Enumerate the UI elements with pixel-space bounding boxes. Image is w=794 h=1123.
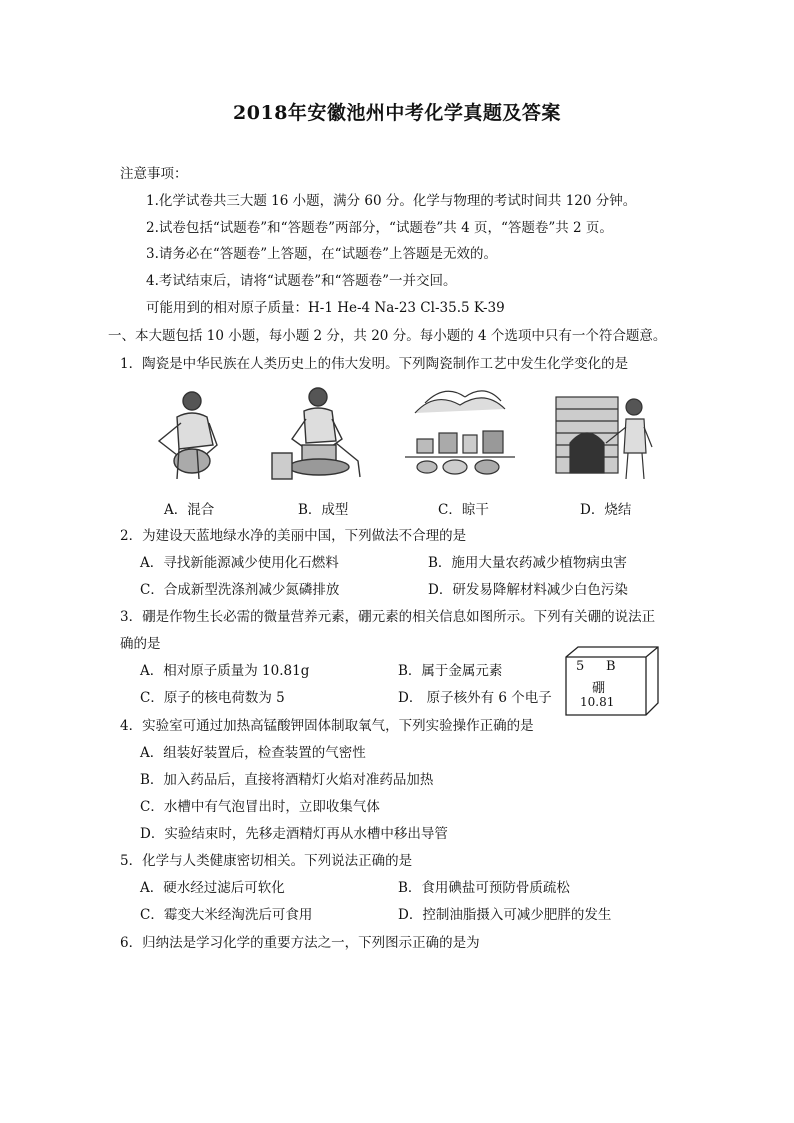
atomic-mass-line: 可能用到的相对原子质量：H-1 He-4 Na-23 Cl-35.5 K-39: [146, 300, 505, 316]
q4-option-a: A．组装好装置后，检查装置的气密性: [140, 745, 366, 761]
q1-option-a: A．混合: [164, 502, 215, 518]
notice-item-2: 2.试卷包括“试题卷”和“答题卷”两部分，“试题卷”共 4 页，“答题卷”共 2 页。: [146, 220, 613, 236]
page-title: 2018年安徽池州中考化学真题及答案: [233, 102, 561, 124]
q4-option-d: D．实验结束时，先移走酒精灯再从水槽中移出导管: [140, 826, 448, 842]
element-symbol: B: [606, 659, 616, 674]
q2-stem: 2．为建设天蓝地绿水净的美丽中国，下列做法不合理的是: [120, 528, 467, 544]
q1-option-c: C．晾干: [438, 502, 489, 518]
q3-stem-line-2: 确的是: [120, 636, 161, 652]
q3-option-a: A．相对原子质量为 10.81g: [140, 663, 310, 679]
q1-option-b: B．成型: [298, 502, 349, 518]
atomic-mass: 10.81: [580, 695, 615, 709]
drying-pottery-icon: [405, 383, 515, 483]
q5-stem: 5．化学与人类健康密切相关。下列说法正确的是: [120, 853, 413, 869]
q3-stem-line-1: 3．硼是作物生长必需的微量营养元素，硼元素的相关信息如图所示。下列有关硼的说法正: [120, 609, 656, 625]
person-mixing-clay-icon: [137, 383, 247, 483]
notice-heading: 注意事项：: [120, 166, 188, 182]
notice-item-4: 4.考试结束后，请将“试题卷”和“答题卷”一并交回。: [146, 273, 457, 289]
q2-option-c: C．合成新型洗涤剂减少氮磷排放: [140, 582, 340, 598]
q6-stem: 6．归纳法是学习化学的重要方法之一，下列图示正确的是为: [120, 935, 480, 951]
q5-option-b: B．食用碘盐可预防骨质疏松: [398, 880, 570, 896]
q3-option-b: B．属于金属元素: [398, 663, 503, 679]
q5-option-a: A．硬水经过滤后可软化: [140, 880, 285, 896]
q3-option-d: D． 原子核外有 6 个电子: [398, 690, 552, 706]
q1-stem: 1．陶瓷是中华民族在人类历史上的伟大发明。下列陶瓷制作工艺中发生化学变化的是: [120, 356, 629, 372]
notice-item-3: 3.请务必在“答题卷”上答题，在“试题卷”上答题是无效的。: [146, 246, 497, 262]
q4-stem: 4．实验室可通过加热高锰酸钾固体制取氧气，下列实验操作正确的是: [120, 718, 534, 734]
element-name: 硼: [592, 681, 606, 696]
q5-option-d: D．控制油脂摄入可减少肥胖的发生: [398, 907, 612, 923]
kiln-firing-icon: [548, 383, 658, 483]
boron-element-card: [562, 645, 662, 717]
q5-option-c: C．霉变大米经淘洗后可食用: [140, 907, 313, 923]
q4-option-b: B．加入药品后，直接将酒精灯火焰对准药品加热: [140, 772, 434, 788]
q2-option-a: A．寻找新能源减少使用化石燃料: [140, 555, 339, 571]
q2-option-d: D．研发易降解材料减少白色污染: [428, 582, 628, 598]
q3-option-c: C．原子的核电荷数为 5: [140, 690, 285, 706]
q1-option-d: D．烧结: [580, 502, 632, 518]
section-1-heading: 一、本大题包括 10 小题，每小题 2 分，共 20 分。每小题的 4 个选项中只有一个符合题意。: [108, 328, 667, 344]
q4-option-c: C．水槽中有气泡冒出时，立即收集气体: [140, 799, 380, 815]
atomic-number: 5: [576, 659, 585, 674]
person-shaping-pottery-icon: [262, 383, 372, 483]
notice-item-1: 1.化学试卷共三大题 16 小题，满分 60 分。化学与物理的考试时间共 120 分钟。: [146, 193, 637, 209]
q2-option-b: B．施用大量农药减少植物病虫害: [428, 555, 627, 571]
